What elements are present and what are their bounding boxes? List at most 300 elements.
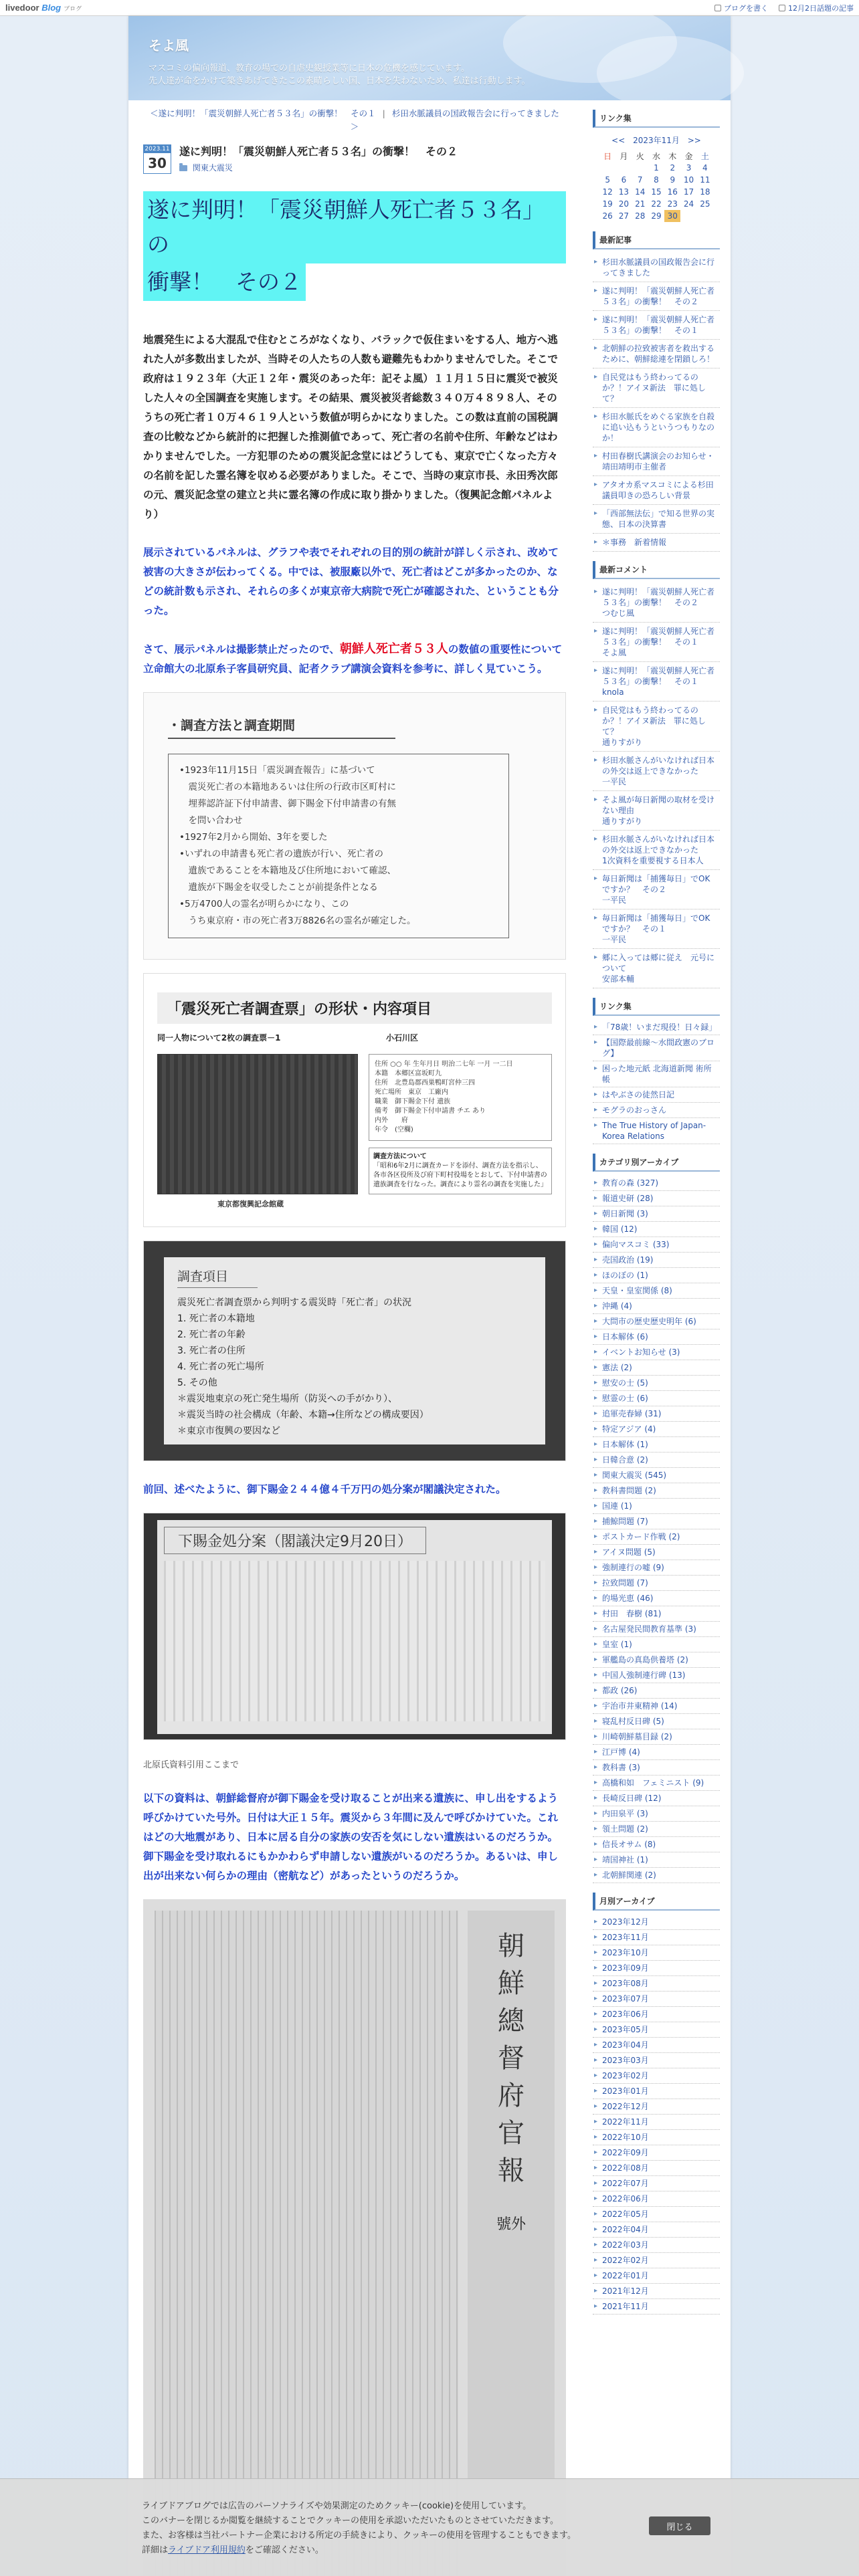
list-item[interactable] (593, 1992, 720, 2007)
list-item[interactable] (593, 1020, 720, 1035)
recent-post-link[interactable]: 村田春樹氏講演会のお知らせ・靖田靖明市主催者 (602, 451, 714, 471)
archive-link[interactable]: アイヌ問題 (5) (602, 1547, 656, 1557)
external-link[interactable]: モグラのおっさん (602, 1105, 667, 1115)
calendar-day-link[interactable]: 22 (651, 199, 662, 209)
list-item[interactable] (593, 1422, 720, 1437)
list-item[interactable] (593, 1453, 720, 1468)
archive-link[interactable]: 教科書問題 (2) (602, 1486, 656, 1495)
calendar-day-link[interactable]: 2 (670, 163, 676, 173)
archive-link[interactable]: 都政 (26) (602, 1686, 638, 1695)
calendar-day[interactable] (680, 174, 696, 186)
list-item[interactable] (593, 1961, 720, 1976)
comment-post-link[interactable]: 杉田水脈さんがいなければ日本の外交は返上できなかった (602, 756, 715, 776)
list-item[interactable] (593, 1622, 720, 1637)
archive-link[interactable]: 寝乱村反日碑 (5) (602, 1717, 664, 1726)
list-item[interactable] (593, 2022, 720, 2038)
list-item[interactable] (593, 2068, 720, 2084)
archive-link[interactable]: イベントお知らせ (3) (602, 1348, 680, 1357)
calendar-day-link[interactable]: 19 (602, 199, 613, 209)
slide-item: ＊震災当時の社会構成（年齢、本籍→住所などの構成要因） (177, 1410, 429, 1420)
calendar-day[interactable] (632, 210, 648, 222)
external-link[interactable]: The True History of Japan-Korea Relations (602, 1121, 706, 1141)
list-item[interactable] (593, 1237, 720, 1253)
archive-link[interactable]: 的場光恵 (46) (602, 1594, 654, 1603)
calendar-day[interactable] (697, 198, 713, 210)
entry-paragraph-blue: 展示されているパネルは、グラフや表でそれぞれの目的別の統計が詳しく示され、改めて被害の大きさが伝わってくる。中では、被服廠以外で、死亡者はどこが多かったのか、などの統計数も示され、それらの多くが東京帝大病院で死亡が確認された、ということも分った。 (143, 546, 559, 617)
archive-link[interactable]: 2023年03月 (602, 2056, 649, 2065)
archive-link[interactable]: 朝日新聞 (3) (602, 1209, 648, 1218)
trending-link[interactable] (779, 3, 854, 13)
archive-link[interactable]: 北朝鮮関連 (2) (602, 1870, 656, 1880)
calendar-day-link[interactable]: 23 (667, 199, 678, 209)
sidebar-heading: リンク集 (593, 998, 720, 1016)
list-item[interactable] (593, 340, 720, 368)
list-item[interactable] (593, 2161, 720, 2176)
list-item[interactable] (593, 1299, 720, 1314)
livedoor-logo[interactable] (5, 3, 82, 13)
archive-link[interactable]: 日韓合意 (2) (602, 1455, 648, 1465)
archive-link[interactable]: 2021年11月 (602, 2302, 649, 2311)
calendar-day-link[interactable]: 20 (618, 199, 630, 209)
calendar-day[interactable] (615, 186, 632, 198)
archive-link[interactable]: 川崎朝鮮墓目録 (2) (602, 1732, 672, 1741)
list-item[interactable] (593, 1591, 720, 1606)
calendar-day-link[interactable]: 12 (602, 187, 613, 197)
weekday: 金 (684, 151, 693, 161)
external-link[interactable]: 【国際最前線～水間政憲のブログ】 (602, 1038, 715, 1058)
comment-author: knola (602, 687, 624, 697)
archive-link[interactable]: 教育の森 (327) (602, 1178, 659, 1188)
calendar-day (632, 162, 648, 174)
recent-post-link[interactable]: 自民党はもう終わってるのか？！アイヌ新法 罪に処して？ (602, 372, 706, 403)
list-item[interactable] (593, 2115, 720, 2130)
list-item[interactable] (593, 1499, 720, 1514)
comment-post-link[interactable]: 毎日新聞は「捕獲毎日」でOKですか？ その２ (602, 874, 710, 894)
list-item[interactable] (593, 2268, 720, 2284)
list-item[interactable] (593, 2207, 720, 2222)
list-item[interactable] (593, 1329, 720, 1345)
list-item[interactable] (593, 1360, 720, 1376)
archive-link[interactable]: 報道史研 (28) (602, 1194, 654, 1203)
archive-link[interactable]: 2023年04月 (602, 2040, 649, 2050)
archive-link[interactable]: 2021年12月 (602, 2286, 649, 2296)
list-item[interactable] (593, 1699, 720, 1714)
list-item[interactable] (593, 662, 720, 702)
list-item[interactable] (593, 1468, 720, 1483)
comment-post-link[interactable]: 杉田水脈さんがいなければ日本の外交は返上できなかった (602, 835, 715, 855)
archive-link[interactable]: 慰安の士 (5) (602, 1378, 648, 1388)
archive-link[interactable]: 2023年05月 (602, 2025, 649, 2034)
archive-link[interactable]: 信長オサム (8) (602, 1840, 656, 1849)
archive-link[interactable]: 長崎反日碑 (12) (602, 1794, 662, 1803)
comment-post-link[interactable]: 毎日新聞は「捕獲毎日」でOKですか？ その１ (602, 914, 710, 934)
archive-link[interactable]: 名古屋発民間教育基準 (3) (602, 1624, 696, 1634)
entry-image-survey-items[interactable] (143, 1241, 566, 1461)
archive-link[interactable]: 高橋和如 フェミニスト (9) (602, 1778, 704, 1788)
list-item[interactable] (593, 1437, 720, 1453)
list-item[interactable] (593, 831, 720, 870)
list-item[interactable] (593, 447, 720, 476)
entry-category-link[interactable]: 関東大震災 (192, 163, 233, 173)
calendar-day[interactable] (680, 162, 696, 174)
list-item[interactable] (593, 1930, 720, 1945)
list-item[interactable] (593, 2084, 720, 2099)
archive-link[interactable]: ポストカード作戦 (2) (602, 1532, 680, 1541)
archive-link[interactable]: 2023年08月 (602, 1979, 649, 1988)
slide-item: ＊震災地東京の死亡発生場所（防災への手がかり）、 (177, 1394, 397, 1404)
masthead-char: 總 (498, 2006, 524, 2036)
list-item[interactable] (593, 1806, 720, 1822)
archive-link[interactable]: 沖縄 (4) (602, 1301, 632, 1311)
calendar-day[interactable] (648, 174, 664, 186)
entry-header (143, 144, 566, 174)
external-link[interactable]: はやぶさの徒然日記 (602, 1090, 675, 1099)
archive-link[interactable]: 大問市の歴史歴史明年 (6) (602, 1317, 696, 1326)
archive-link[interactable]: 皇室 (1) (602, 1640, 632, 1649)
archive-link[interactable]: 日本解体 (6) (602, 1332, 648, 1341)
document-scan (164, 1561, 545, 1721)
list-item[interactable] (593, 1652, 720, 1668)
list-item[interactable] (593, 1868, 720, 1883)
external-link[interactable]: 困った地元紙 北海道新聞 術所 帳 (602, 1064, 712, 1084)
list-item[interactable] (593, 1576, 720, 1591)
comment-post-link[interactable]: 遂に判明！「震災朝鮮人死亡者５３名」の衝撃！ その１ (602, 666, 715, 686)
list-item[interactable] (593, 1529, 720, 1545)
list-item[interactable] (593, 1103, 720, 1118)
list-item[interactable] (593, 623, 720, 662)
slide-inner (155, 1911, 555, 2576)
calendar-day-link[interactable]: 30 (667, 211, 678, 221)
archive-link[interactable]: 2022年04月 (602, 2225, 649, 2234)
list-item[interactable] (593, 1760, 720, 1776)
list-item[interactable] (593, 1852, 720, 1868)
list-item[interactable] (593, 909, 720, 949)
archive-link[interactable]: 内田泉平 (3) (602, 1809, 648, 1818)
write-blog-link[interactable] (714, 3, 768, 13)
recent-post-link[interactable]: 遂に判明！「震災朝鮮人死亡者５３名」の衝撃！ その２ (602, 286, 715, 306)
cookie-close-button[interactable]: 閉じる (649, 2516, 710, 2535)
calendar-day[interactable] (599, 174, 615, 186)
archive-link[interactable]: 2023年01月 (602, 2086, 649, 2096)
slide-item: ＊東京市復興の要因など (177, 1426, 280, 1436)
list-item[interactable] (593, 1822, 720, 1837)
archive-link[interactable]: 2022年01月 (602, 2271, 649, 2280)
recent-post-link[interactable]: 杉田水脈議員の国政報告会に行ってきました (602, 257, 715, 278)
entry-image-gazette[interactable] (143, 1899, 566, 2576)
list-item[interactable] (593, 1729, 720, 1745)
calendar-day-link[interactable]: 9 (670, 175, 676, 185)
list-item[interactable] (593, 752, 720, 791)
calendar-day[interactable] (615, 210, 632, 222)
entry-image-survey-card[interactable] (143, 973, 566, 1227)
calendar-day-link[interactable]: 16 (667, 187, 678, 197)
slide-ward: 小石川区 (385, 1033, 418, 1043)
archive-link[interactable]: 2022年05月 (602, 2210, 649, 2219)
calendar-day-link[interactable]: 27 (618, 211, 630, 221)
list-item[interactable] (593, 1087, 720, 1103)
list-item[interactable] (593, 1915, 720, 1930)
calendar-day[interactable] (632, 174, 648, 186)
list-item[interactable] (593, 1376, 720, 1391)
archive-link[interactable]: 偏向マスコミ (33) (602, 1240, 670, 1249)
calendar-day[interactable] (632, 186, 648, 198)
list-item[interactable] (593, 1837, 720, 1852)
calendar-day[interactable] (615, 174, 632, 186)
write-blog-label: ブログを書く (724, 3, 768, 13)
calendar-day-link[interactable]: 26 (602, 211, 613, 221)
archive-link[interactable]: 2022年07月 (602, 2179, 649, 2188)
list-item[interactable] (593, 1976, 720, 1992)
slide-line: 震災死亡者の本籍地あるいは住所の行政市区町村に (179, 782, 396, 792)
list-item[interactable] (593, 1683, 720, 1699)
calendar-day-today[interactable] (664, 210, 680, 222)
archive-link[interactable]: 追軍売春婦 (31) (602, 1409, 662, 1418)
archive-link[interactable]: 江戸博 (4) (602, 1747, 640, 1757)
list-item[interactable] (593, 2299, 720, 2315)
list-item[interactable] (593, 1560, 720, 1576)
calendar-day[interactable] (680, 198, 696, 210)
calendar-day[interactable] (648, 186, 664, 198)
calendar-prev-button[interactable]: << (611, 136, 626, 145)
comment-post-link[interactable]: 郷に入っては郷に従え 元号について (602, 953, 715, 973)
archive-link[interactable]: 靖国神社 (1) (602, 1855, 648, 1864)
archive-link[interactable]: 2023年06月 (602, 2010, 649, 2019)
list-item[interactable] (593, 791, 720, 831)
terms-link[interactable]: ライブドア利用規約 (168, 2545, 246, 2555)
list-item[interactable] (593, 1061, 720, 1087)
archive-link[interactable]: 2023年07月 (602, 1994, 649, 2004)
calendar-day[interactable] (599, 186, 615, 198)
list-item[interactable] (593, 408, 720, 447)
calendar-day[interactable] (664, 186, 680, 198)
archive-link[interactable]: 特定アジア (4) (602, 1424, 656, 1434)
list-item[interactable] (593, 1406, 720, 1422)
calendar-day[interactable] (632, 198, 648, 210)
archive-link[interactable]: 教科書 (3) (602, 1763, 640, 1772)
recent-post-link[interactable]: 杉田水脈氏をめぐる家族を自殺に追い込もうというつもりなのか！ (602, 412, 715, 443)
list-item[interactable] (593, 1714, 720, 1729)
calendar-day[interactable] (697, 162, 713, 174)
archive-link[interactable]: 2022年09月 (602, 2148, 649, 2157)
list-item[interactable] (593, 505, 720, 534)
list-item[interactable] (593, 2053, 720, 2068)
calendar-day-link[interactable]: 15 (651, 187, 662, 197)
list-item[interactable] (593, 1391, 720, 1406)
external-link[interactable]: 「78歳！いまだ現役！日々録」 (602, 1023, 717, 1032)
entry-image-survey-method[interactable] (143, 692, 566, 960)
next-entry-link[interactable]: 杉田水脈議員の国政報告会に行ってきました＞ (350, 108, 559, 132)
slide-title: 下賜金処分案（閣議決定9月20日） (164, 1527, 426, 1554)
calendar-day[interactable] (664, 198, 680, 210)
list-item[interactable] (593, 1606, 720, 1622)
slide-line: •1927年2月から開始、3年を要した (179, 832, 328, 843)
archive-link[interactable]: 慰霊の士 (6) (602, 1394, 648, 1403)
calendar-day-link[interactable]: 11 (700, 175, 710, 185)
calendar-day-link[interactable]: 13 (618, 187, 630, 197)
card-line: 年令 (空欄) (375, 1126, 413, 1134)
calendar-day-link[interactable]: 4 (702, 163, 708, 173)
note-text: 「昭和6年2月に調査カードを添付、調査方法を指示し、各市各区役所及び府下町村役場をとおして、下付申請書の遺族調査を行なった。調査により霊名の調査を実施した」 (373, 1162, 547, 1188)
archive-link[interactable]: 拉致問題 (7) (602, 1578, 648, 1588)
calendar-day[interactable] (599, 210, 615, 222)
archive-link[interactable]: 憲法 (2) (602, 1363, 632, 1372)
calendar-day-link[interactable]: 25 (700, 199, 710, 209)
calendar-day-link[interactable]: 18 (700, 187, 710, 197)
list-item[interactable] (593, 1637, 720, 1652)
calendar-next-button[interactable]: >> (687, 136, 701, 145)
recent-post-link[interactable]: 「西部無法伝」で知る世界の実態、日本の決算書 (602, 509, 715, 529)
calendar-day-link[interactable]: 10 (683, 175, 694, 185)
list-item[interactable] (593, 2007, 720, 2022)
comment-post-link[interactable]: 遂に判明！「震災朝鮮人死亡者５３名」の衝撃！ その１ (602, 627, 715, 647)
archive-link[interactable]: 2023年11月 (602, 1933, 649, 1942)
recent-post-link[interactable]: 遂に判明！「震災朝鮮人死亡者５３名」の衝撃！ その１ (602, 315, 715, 335)
archive-link[interactable]: 村田 春樹 (81) (602, 1609, 662, 1618)
calendar-day-link[interactable]: 1 (654, 163, 659, 173)
list-item[interactable] (593, 282, 720, 311)
list-item[interactable] (593, 870, 720, 909)
calendar-day[interactable] (599, 198, 615, 210)
calendar-day[interactable] (648, 210, 664, 222)
archive-link[interactable]: 2022年02月 (602, 2256, 649, 2265)
list-item[interactable] (593, 2176, 720, 2191)
sidebar (593, 107, 720, 2315)
list-item[interactable] (593, 368, 720, 408)
archive-link[interactable]: 2022年11月 (602, 2117, 649, 2127)
list-item[interactable] (593, 2253, 720, 2268)
calendar-day-link[interactable]: 21 (635, 199, 646, 209)
site-title[interactable]: そよ風 (149, 37, 189, 53)
list-item[interactable] (593, 1206, 720, 1222)
list-item[interactable] (593, 1314, 720, 1329)
recent-post-link[interactable]: ＊事務 新着情報 (602, 538, 667, 547)
calendar-day-link[interactable]: 7 (637, 175, 643, 185)
list-item[interactable] (593, 702, 720, 752)
list-item[interactable] (593, 1222, 720, 1237)
archive-link[interactable]: 2022年10月 (602, 2133, 649, 2142)
calendar-day-link[interactable]: 24 (683, 199, 694, 209)
list-item[interactable] (593, 1176, 720, 1191)
list-item[interactable] (593, 1668, 720, 1683)
list-item[interactable] (593, 1118, 720, 1144)
archive-link[interactable]: 軍艦島の真島供養塔 (2) (602, 1655, 688, 1665)
list-item[interactable] (593, 1745, 720, 1760)
prev-entry-link[interactable]: ＜遂に判明！「震災朝鮮人死亡者５３名」の衝撃！ その１ (150, 108, 376, 118)
recent-post-link[interactable]: 北朝鮮の拉致被害者を救出するために、朝鮮総連を閉鎖しろ！ (602, 344, 715, 364)
list-item[interactable] (593, 2145, 720, 2161)
comment-post-link[interactable]: そよ風が毎日新聞の取材を受けない理由 (602, 795, 715, 815)
archive-link[interactable]: 日本解体 (1) (602, 1440, 648, 1449)
archive-link[interactable]: 中国人強制連行碑 (13) (602, 1671, 686, 1680)
list-item[interactable] (593, 1791, 720, 1806)
list-item[interactable] (593, 1514, 720, 1529)
list-item[interactable] (593, 1283, 720, 1299)
archive-link[interactable]: 関東大震災 (545) (602, 1471, 667, 1480)
archive-link[interactable]: 2022年08月 (602, 2163, 649, 2173)
calendar-day[interactable] (680, 186, 696, 198)
comment-author: 一平民 (602, 895, 627, 905)
weekday: 木 (668, 151, 677, 161)
list-item[interactable] (593, 534, 720, 552)
archive-link[interactable]: 2023年12月 (602, 1917, 649, 1927)
calendar-day-link[interactable]: 8 (654, 175, 659, 185)
archive-link[interactable]: 売国政治 (19) (602, 1255, 654, 1265)
archive-link[interactable]: 2023年09月 (602, 1963, 649, 1973)
archive-link[interactable]: 2022年03月 (602, 2240, 649, 2250)
calendar-day[interactable] (664, 174, 680, 186)
calendar-day[interactable] (697, 186, 713, 198)
archive-link[interactable]: 捕鯨問題 (7) (602, 1517, 648, 1526)
list-item[interactable] (593, 311, 720, 340)
list-item[interactable] (593, 1483, 720, 1499)
calendar-row (599, 186, 713, 198)
news-icon (779, 5, 785, 11)
calendar-day-link[interactable]: 29 (651, 211, 662, 221)
archive-link[interactable]: ほのぼの (1) (602, 1271, 648, 1280)
archive-link[interactable]: 国連 (1) (602, 1501, 632, 1511)
list-item[interactable] (593, 1776, 720, 1791)
archive-link[interactable]: 2022年06月 (602, 2194, 649, 2204)
list-item[interactable] (593, 2038, 720, 2053)
list-item[interactable] (593, 1545, 720, 1560)
list-item[interactable] (593, 1253, 720, 1268)
calendar-day-link[interactable]: 6 (621, 175, 627, 185)
list-item[interactable] (593, 1345, 720, 1360)
list-item[interactable] (593, 2191, 720, 2207)
list-item[interactable] (593, 2238, 720, 2253)
comment-post-link[interactable]: 自民党はもう終わってるのか？！アイヌ新法 罪に処して？ (602, 706, 706, 736)
masthead-char: 府 (498, 2080, 524, 2111)
slide-caption: 東京都復興記念館蔵 (217, 1200, 284, 1208)
calendar-day[interactable] (615, 198, 632, 210)
calendar-day[interactable] (664, 162, 680, 174)
list-item[interactable] (593, 1191, 720, 1206)
archive-link[interactable]: 宇治市井東精神 (14) (602, 1701, 678, 1711)
calendar-day[interactable] (697, 174, 713, 186)
archive-link[interactable]: 2022年12月 (602, 2102, 649, 2111)
list-item[interactable] (593, 2284, 720, 2299)
comment-post-link[interactable]: 遂に判明！「震災朝鮮人死亡者５３名」の衝撃！ その２ (602, 587, 715, 607)
calendar-day-link[interactable]: 28 (635, 211, 646, 221)
list-item[interactable] (593, 1268, 720, 1283)
calendar-day[interactable] (648, 198, 664, 210)
list-item[interactable] (593, 1035, 720, 1061)
list-item[interactable] (593, 2222, 720, 2238)
calendar-day-link[interactable]: 17 (683, 187, 694, 197)
livedoor-logo-text: livedoor (5, 3, 39, 13)
list-item[interactable] (593, 583, 720, 623)
list-item[interactable] (593, 2130, 720, 2145)
archive-link[interactable]: 天皇・皇室関係 (8) (602, 1286, 672, 1295)
recent-post-link[interactable]: アタオカ系マスコミによる杉田議員叩きの恐ろしい背景 (602, 480, 714, 500)
archive-link[interactable]: 2023年02月 (602, 2071, 649, 2080)
list-item[interactable] (593, 253, 720, 282)
archive-link[interactable]: 強制連行の嘘 (9) (602, 1563, 664, 1572)
list-item[interactable] (593, 949, 720, 988)
entry-image-grant-plan[interactable] (143, 1513, 566, 1740)
archive-link[interactable]: 韓国 (12) (602, 1224, 638, 1234)
list-item[interactable] (593, 2099, 720, 2115)
list-item[interactable] (593, 1945, 720, 1961)
list-item[interactable] (593, 476, 720, 505)
calendar-day-link[interactable]: 3 (686, 163, 692, 173)
calendar-day-link[interactable]: 14 (635, 187, 646, 197)
calendar-day[interactable] (648, 162, 664, 174)
archive-link[interactable]: 2023年10月 (602, 1948, 649, 1957)
calendar-day-link[interactable]: 5 (605, 175, 610, 185)
entry-title[interactable]: 遂に判明！「震災朝鮮人死亡者５３名」の衝撃！ その２ (179, 145, 458, 158)
archive-link[interactable]: 領土問題 (2) (602, 1824, 648, 1834)
